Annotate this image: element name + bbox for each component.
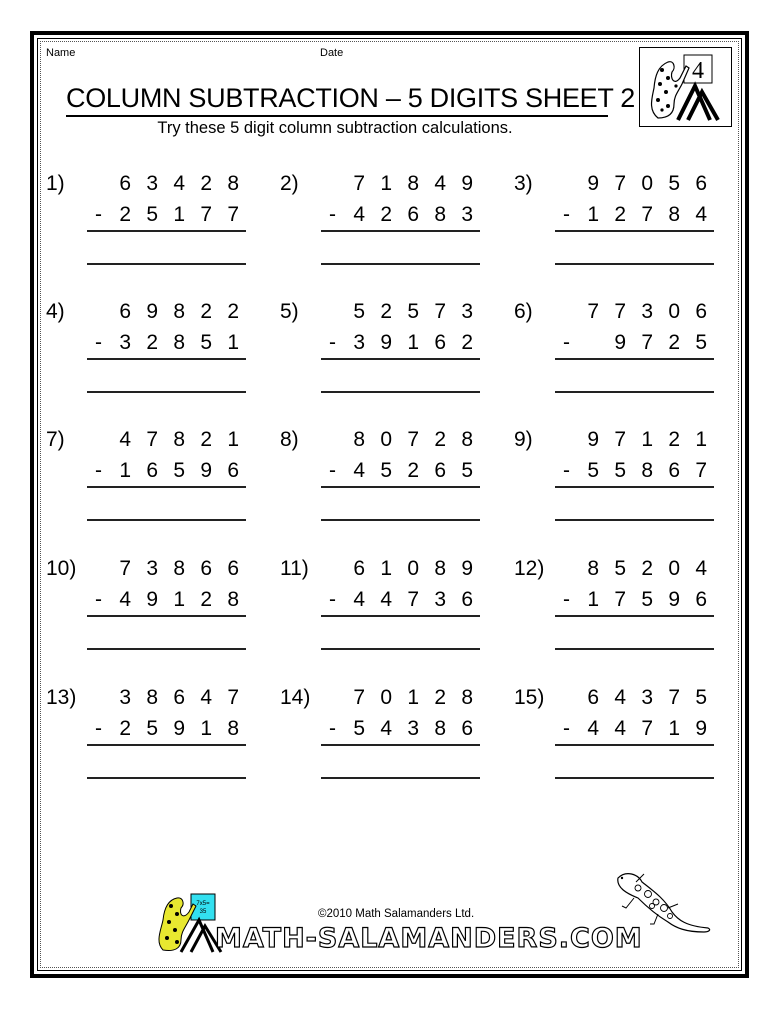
digit: 5: [614, 459, 626, 482]
digit: 5: [695, 331, 707, 354]
subtraction-problem: [46, 428, 256, 538]
minuend: [554, 428, 712, 456]
minus-sign: -: [563, 588, 570, 611]
digit: 4: [587, 717, 599, 740]
digit: 8: [173, 300, 185, 323]
subtraction-problem: [280, 686, 490, 796]
sum-line: [87, 230, 246, 232]
digit: 4: [119, 588, 131, 611]
digit: 1: [587, 588, 599, 611]
digit: 8: [227, 172, 239, 195]
sum-line: [321, 744, 480, 746]
subtrahend: [320, 717, 478, 745]
minuend: [86, 428, 244, 456]
sum-line: [555, 615, 714, 617]
salamander-icon: [608, 868, 718, 948]
salamander-outline-drawing: [608, 868, 718, 948]
subtraction-problem: [514, 557, 724, 667]
minuend: [320, 557, 478, 585]
digit: 7: [668, 686, 680, 709]
subtraction-problem: [280, 428, 490, 538]
digit: 3: [146, 172, 158, 195]
digit: 3: [119, 686, 131, 709]
digit: 7: [119, 557, 131, 580]
subtraction-problem: [280, 172, 490, 282]
digit: 3: [146, 557, 158, 580]
digit: 3: [434, 588, 446, 611]
digit: 9: [146, 588, 158, 611]
digit: 0: [380, 686, 392, 709]
minuend: [86, 300, 244, 328]
digit: 5: [173, 459, 185, 482]
answer-line[interactable]: [555, 263, 714, 265]
subtrahend: [320, 203, 478, 231]
digit: 5: [146, 717, 158, 740]
digit: 5: [587, 459, 599, 482]
digit: 0: [407, 557, 419, 580]
digit: 6: [695, 300, 707, 323]
digit: 5: [695, 686, 707, 709]
digit: 5: [353, 300, 365, 323]
digit: 4: [434, 172, 446, 195]
answer-line[interactable]: [87, 648, 246, 650]
minuend: [320, 172, 478, 200]
minuend: [320, 428, 478, 456]
subtraction-problem: [514, 300, 724, 410]
answer-line[interactable]: [87, 263, 246, 265]
digit: 3: [641, 300, 653, 323]
digit: 8: [173, 428, 185, 451]
digit: 5: [668, 172, 680, 195]
digit: 7: [200, 203, 212, 226]
minuend: [86, 557, 244, 585]
sum-line: [555, 230, 714, 232]
brand-wordmark: MATH-SALAMANDERS.COM: [215, 923, 643, 954]
digit: 2: [668, 331, 680, 354]
digit: 1: [695, 428, 707, 451]
digit: 2: [668, 428, 680, 451]
minus-sign: -: [95, 459, 102, 482]
digit: 8: [587, 557, 599, 580]
subtraction-problem: [46, 557, 256, 667]
sum-line: [87, 615, 246, 617]
digit: 5: [200, 331, 212, 354]
problem-number: 11): [280, 557, 309, 580]
digit: 4: [353, 588, 365, 611]
minus-sign: -: [329, 459, 336, 482]
minus-sign: -: [95, 717, 102, 740]
digit: 6: [200, 557, 212, 580]
problem-number: 7): [46, 428, 65, 451]
subtraction-problem: [46, 300, 256, 410]
answer-line[interactable]: [321, 391, 480, 393]
digit: 8: [461, 686, 473, 709]
digit: 4: [614, 717, 626, 740]
digit: 7: [587, 300, 599, 323]
sum-line: [321, 486, 480, 488]
digit: 4: [380, 588, 392, 611]
digit: 5: [407, 300, 419, 323]
problem-number: 4): [46, 300, 65, 323]
digit: 8: [434, 717, 446, 740]
worksheet-title: COLUMN SUBTRACTION – 5 DIGITS SHEET 2: [66, 83, 636, 113]
subtrahend: [554, 203, 712, 231]
answer-line[interactable]: [555, 648, 714, 650]
digit: 2: [200, 300, 212, 323]
digit: 3: [461, 203, 473, 226]
minuend: [554, 172, 712, 200]
digit: 9: [461, 172, 473, 195]
digit: 8: [461, 428, 473, 451]
digit: 9: [200, 459, 212, 482]
digit: 6: [461, 717, 473, 740]
date-label: Date: [320, 47, 344, 59]
minus-sign: -: [563, 331, 570, 354]
digit: 1: [227, 331, 239, 354]
svg-text:7x5=: 7x5=: [196, 901, 210, 907]
digit: 3: [641, 686, 653, 709]
digit: 7: [353, 172, 365, 195]
digit: 2: [407, 459, 419, 482]
digit: 2: [461, 331, 473, 354]
minuend: [320, 300, 478, 328]
digit: 6: [146, 459, 158, 482]
digit: 6: [173, 686, 185, 709]
answer-line[interactable]: [321, 648, 480, 650]
digit: 1: [173, 588, 185, 611]
worksheet-instructions: Try these 5 digit column subtraction calculations.: [157, 119, 513, 137]
digit: 5: [380, 459, 392, 482]
digit: 6: [587, 686, 599, 709]
digit: 4: [353, 203, 365, 226]
digit: 7: [614, 428, 626, 451]
minus-sign: -: [329, 203, 336, 226]
minuend: [554, 557, 712, 585]
minus-sign: -: [563, 203, 570, 226]
digit: 0: [380, 428, 392, 451]
minuend: [320, 686, 478, 714]
problem-number: 1): [46, 172, 65, 195]
digit: 4: [695, 203, 707, 226]
digit: 6: [434, 331, 446, 354]
minuend: [554, 686, 712, 714]
digit: 7: [614, 588, 626, 611]
digit: 7: [434, 300, 446, 323]
digit: 8: [434, 557, 446, 580]
digit: 4: [353, 459, 365, 482]
digit: 9: [695, 717, 707, 740]
digit: 2: [641, 557, 653, 580]
subtraction-problem: [280, 557, 490, 667]
digit: 9: [614, 331, 626, 354]
digit: 6: [227, 557, 239, 580]
digit: 7: [695, 459, 707, 482]
digit: 4: [695, 557, 707, 580]
digit: [572, 331, 599, 355]
digit: 2: [146, 331, 158, 354]
answer-line[interactable]: [87, 777, 246, 779]
digit: 9: [587, 428, 599, 451]
subtrahend: [554, 459, 712, 487]
problem-number: 5): [280, 300, 299, 323]
digit: 8: [434, 203, 446, 226]
subtrahend: [554, 331, 712, 359]
digit: 2: [434, 428, 446, 451]
subtrahend: [86, 203, 244, 231]
digit: 2: [200, 588, 212, 611]
answer-line[interactable]: [321, 263, 480, 265]
subtrahend: [320, 588, 478, 616]
digit: 6: [695, 588, 707, 611]
digit: 9: [146, 300, 158, 323]
problem-number: 6): [514, 300, 533, 323]
digit: 5: [641, 588, 653, 611]
problem-number: 15): [514, 686, 545, 709]
digit: 2: [380, 203, 392, 226]
digit: 3: [119, 331, 131, 354]
digit: 1: [641, 428, 653, 451]
problem-number: 13): [46, 686, 77, 709]
digit: 6: [119, 172, 131, 195]
minuend: [86, 172, 244, 200]
sum-line: [321, 615, 480, 617]
sum-line: [321, 358, 480, 360]
digit: 7: [227, 203, 239, 226]
digit: 1: [587, 203, 599, 226]
digit: 0: [668, 300, 680, 323]
digit: 4: [200, 686, 212, 709]
digit: 7: [407, 428, 419, 451]
digit: 0: [668, 557, 680, 580]
answer-line[interactable]: [555, 519, 714, 521]
digit: 7: [146, 428, 158, 451]
subtraction-problem: [514, 686, 724, 796]
digit: 6: [227, 459, 239, 482]
svg-text:35: 35: [199, 909, 207, 915]
digit: 8: [353, 428, 365, 451]
digit: 8: [227, 717, 239, 740]
digit: 7: [353, 686, 365, 709]
name-label: Name: [46, 47, 76, 59]
salamander-logo: [639, 47, 732, 127]
digit: 8: [227, 588, 239, 611]
minus-sign: -: [329, 717, 336, 740]
minus-sign: -: [329, 588, 336, 611]
subtraction-problem: [46, 686, 256, 796]
subtrahend: [320, 459, 478, 487]
digit: 1: [407, 686, 419, 709]
digit: 1: [407, 331, 419, 354]
digit: 2: [200, 172, 212, 195]
minus-sign: -: [329, 331, 336, 354]
digit: 4: [614, 686, 626, 709]
digit: 0: [641, 172, 653, 195]
digit: 6: [407, 203, 419, 226]
salamander-easel-icon: [640, 48, 731, 126]
digit: 5: [461, 459, 473, 482]
digit: 7: [614, 300, 626, 323]
digit: 2: [200, 428, 212, 451]
digit: 6: [119, 300, 131, 323]
subtraction-problem: [46, 172, 256, 282]
digit: 6: [695, 172, 707, 195]
answer-line[interactable]: [321, 777, 480, 779]
digit: 7: [641, 203, 653, 226]
digit: 7: [407, 588, 419, 611]
subtrahend: [554, 588, 712, 616]
digit: 5: [353, 717, 365, 740]
digit: 9: [380, 331, 392, 354]
digit: 1: [173, 203, 185, 226]
sum-line: [87, 358, 246, 360]
digit: 1: [200, 717, 212, 740]
sum-line: [87, 486, 246, 488]
subtrahend: [86, 717, 244, 745]
sum-line: [87, 744, 246, 746]
subtrahend: [320, 331, 478, 359]
digit: 9: [668, 588, 680, 611]
digit: 1: [668, 717, 680, 740]
answer-line[interactable]: [87, 519, 246, 521]
answer-line[interactable]: [87, 391, 246, 393]
digit: 6: [434, 459, 446, 482]
sum-line: [555, 358, 714, 360]
sum-line: [555, 486, 714, 488]
problem-number: 3): [514, 172, 533, 195]
digit: 9: [461, 557, 473, 580]
subtrahend: [86, 588, 244, 616]
digit: 9: [587, 172, 599, 195]
digit: 7: [227, 686, 239, 709]
digit: 8: [407, 172, 419, 195]
answer-line[interactable]: [555, 777, 714, 779]
sum-line: [321, 230, 480, 232]
minus-sign: -: [95, 203, 102, 226]
digit: 6: [353, 557, 365, 580]
digit: 2: [380, 300, 392, 323]
digit: 7: [614, 172, 626, 195]
problem-number: 2): [280, 172, 299, 195]
subtrahend: [554, 717, 712, 745]
digit: 1: [227, 428, 239, 451]
digit: 2: [119, 203, 131, 226]
minus-sign: -: [95, 331, 102, 354]
minus-sign: -: [563, 459, 570, 482]
digit: 5: [146, 203, 158, 226]
logo-digit: 4: [692, 58, 704, 84]
minuend: [554, 300, 712, 328]
digit: 3: [353, 331, 365, 354]
problem-number: 9): [514, 428, 533, 451]
minus-sign: -: [95, 588, 102, 611]
digit: 4: [119, 428, 131, 451]
digit: 6: [668, 459, 680, 482]
problem-number: 8): [280, 428, 299, 451]
digit: 2: [119, 717, 131, 740]
answer-line[interactable]: [555, 391, 714, 393]
digit: 1: [380, 557, 392, 580]
digit: 8: [641, 459, 653, 482]
title-underline: [66, 115, 608, 117]
digit: 6: [461, 588, 473, 611]
digit: 2: [614, 203, 626, 226]
digit: 3: [407, 717, 419, 740]
digit: 8: [173, 557, 185, 580]
digit: 1: [119, 459, 131, 482]
subtrahend: [86, 459, 244, 487]
subtrahend: [86, 331, 244, 359]
digit: 4: [380, 717, 392, 740]
digit: 7: [641, 717, 653, 740]
subtraction-problem: [280, 300, 490, 410]
digit: 4: [173, 172, 185, 195]
copyright-text: ©2010 Math Salamanders Ltd.: [318, 908, 475, 920]
digit: 2: [227, 300, 239, 323]
digit: 1: [380, 172, 392, 195]
digit: 8: [173, 331, 185, 354]
digit: 5: [614, 557, 626, 580]
digit: 8: [146, 686, 158, 709]
problem-number: 12): [514, 557, 545, 580]
subtraction-problem: [514, 172, 724, 282]
digit: 8: [668, 203, 680, 226]
digit: 9: [173, 717, 185, 740]
minus-sign: -: [563, 717, 570, 740]
problem-number: 10): [46, 557, 77, 580]
digit: 2: [434, 686, 446, 709]
answer-line[interactable]: [321, 519, 480, 521]
problem-number: 14): [280, 686, 311, 709]
digit: 3: [461, 300, 473, 323]
subtraction-problem: [514, 428, 724, 538]
minuend: [86, 686, 244, 714]
digit: 7: [641, 331, 653, 354]
sum-line: [555, 744, 714, 746]
